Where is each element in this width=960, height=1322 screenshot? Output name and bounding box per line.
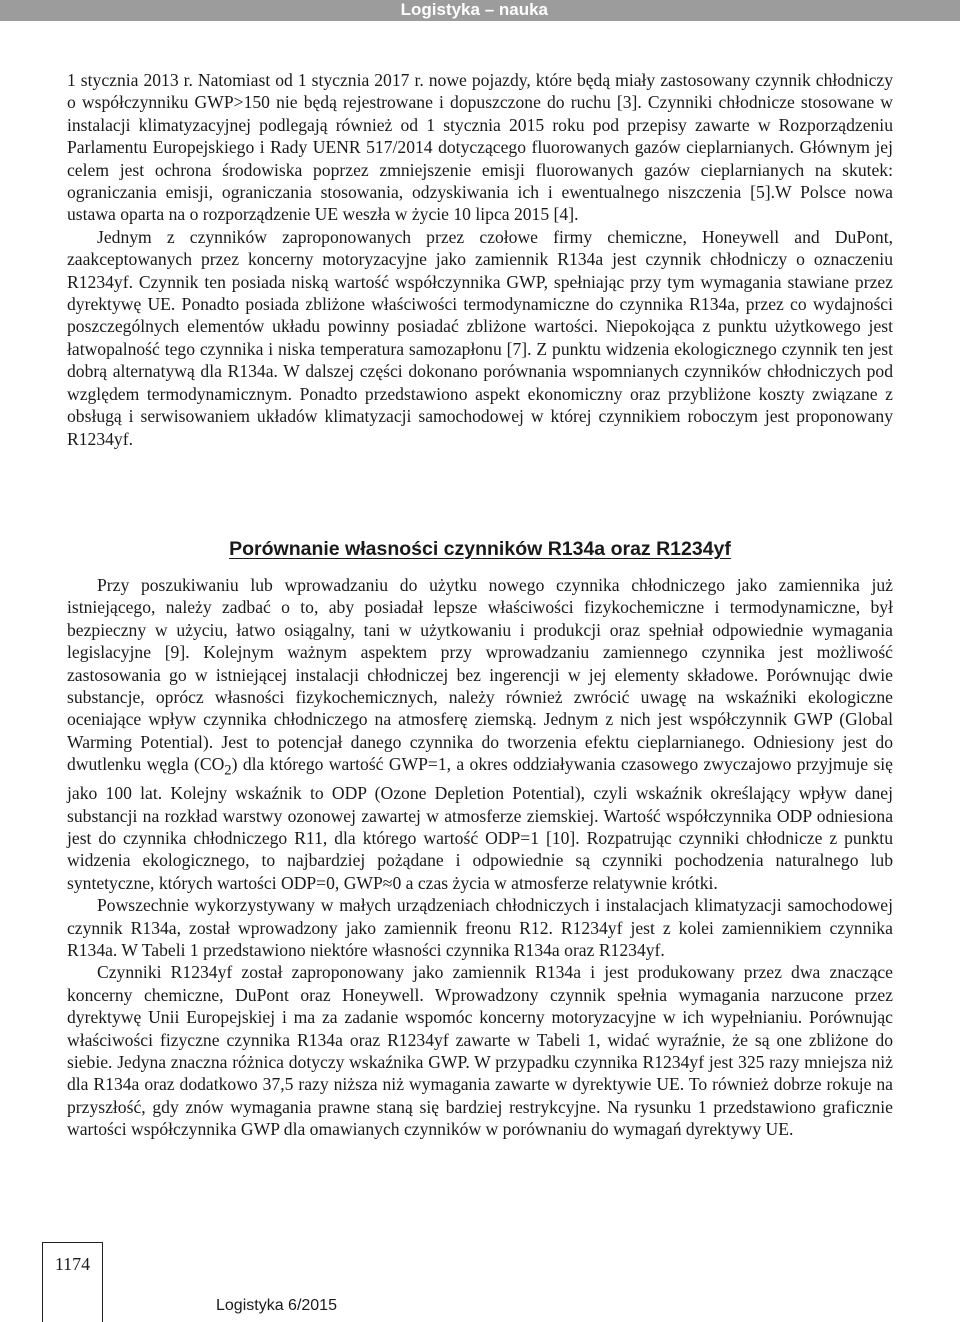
paragraph-text: Przy poszukiwaniu lub wprowadzaniu do użytku nowego czynnika chłodniczego jako zamiennika już istniejącego, należy zadbać o to, aby posiadał lepsze właściwości fizykochemiczne i termodynamiczne, był bezpieczny w użyciu, łatwo osiągalny, tani w użytkowaniu i produkcji oraz spełniał odpowiednie wymagania legislacyjne [9]. Kolejnym ważnym aspektem przy wprowadzaniu zamiennego czynnika jest możliwość zastosowania go w istniejącej instalacji chłodniczej bez ingerencji w jej elementy składowe. Porównując dwie substancje, oprócz własności fizykochemicznych, należy również zwrócić uwagę na wskaźniki ekologiczne oceniające wpływ czynnika chłodniczego na atmosferę ziemską. Jednym z nich jest współczynnik GWP (Global Warming Potential). Jest to potencjał danego czynnika do tworzenia efektu cieplarnianego. Odniesiony jest do dwutlenku węgla (CO — [67, 575, 893, 775]
text-block-bottom — [67, 574, 893, 1141]
paragraph: Jednym z czynników zaproponowanych przez czołowe firmy chemiczne, Honeywell and DuPont, zaakceptowanych przez koncerny motoryzacyjne jako zamiennik R134a jest czynnik chłodniczy o oznaczeniu R1234yf. Czynnik ten posiada niską wartość współczynnika GWP, spełniając przy tym wymagania stawiane przez dyrektywę UE. Ponadto posiada zbliżone właściwości termodynamiczne do czynnika R134a, przez co wydajności poszczególnych elementów układu powinny posiadać zbliżone wartości. Niepokojąca z punktu użytkowego jest łatwopalność tego czynnika i niska temperatura samozapłonu [7]. Z punktu widzenia ekologicznego czynnik ten jest dobrą alternatywą dla R134a. W dalszej części dokonano porównania wspomnianych czynników chłodniczych pod względem termodynamicznym. Ponadto przedstawiono aspekt ekonomiczny oraz przybliżone koszty związane z obsługą i serwisowaniem układów klimatyzacji samochodowej w której czynnikiem roboczym jest proponowany R1234yf. — [67, 226, 893, 449]
paragraph: Czynniki R1234yf został zaproponowany jako zamiennik R134a i jest produkowany przez dwa znaczące koncerny chemiczne, DuPont oraz Honeywell. Wprowadzony czynnik spełnia wymagania narzucone przez dyrektywę Unii Europejskiej i ma za zadanie wspomóc koncerny motoryzacyjne w ich wypełnianiu. Porównując właściwości fizyczne czynnika R134a oraz R1234yf zawarte w Tabeli 1, widać wyraźnie, że są one zbliżone do siebie. Jedyna znaczna różnica dotyczy wskaźnika GWP. W przypadku czynnika R1234yf jest 325 razy mniejsza niż dla R134a oraz dodatkowo 37,5 razy niższa niż wymagania zawarte w dyrektywie UE. To również dobrze rokuje na przyszłość, gdy znów wymagania prawne staną się bardziej restrykcyjne. Na rysunku 1 przedstawiono graficznie wartości współczynnika GWP dla omawianych czynników w porównaniu do wymagań dyrektywy UE. — [67, 962, 893, 1140]
text-block-top — [67, 69, 893, 450]
paragraph: Powszechnie wykorzystywany w małych urządzeniach chłodniczych i instalacjach klimatyzacji samochodowej czynnik R134a, został wprowadzony jako zamiennik freonu R12. R1234yf jest z kolei zamiennikiem czynnika R134a. W Tabeli 1 przedstawiono niektóre własności czynnika R134a oraz R1234yf. — [67, 895, 893, 961]
subscript: 2 — [224, 762, 232, 779]
page-number: 1174 — [54, 1254, 91, 1274]
paragraph-text: ) dla którego wartość GWP=1, a okres oddziaływania czasowego zwyczajowo przyjmuje się jako 100 lat. Kolejny wskaźnik to ODP (Ozone Depletion Potential), czyli wskaźnik określający wpływ danej substancji na rozkład warstwy ozonowej zawartej w atmosferze ziemskiej. Wartość współczynnika ODP odniesiona jest do czynnika chłodniczego R11, dla którego wartość ODP=1 [10]. Rozpatrując czynniki chłodnicze z punktu widzenia ekologicznego, to najbardziej pożądane i odpowiednie są czynniki pochodzenia naturalnego lub syntetyczne, których wartości ODP=0, GWP≈0 a czas życia w atmosferze relatywnie krótki. — [67, 754, 893, 893]
running-header-title: Logistyka – nauka — [400, 0, 548, 19]
paragraph — [67, 574, 893, 894]
header-bar — [0, 0, 960, 21]
page-number-box — [42, 1242, 103, 1322]
footer-journal-label: Logistyka 6/2015 — [216, 1297, 337, 1314]
paragraph: 1 stycznia 2013 r. Natomiast od 1 stycznia 2017 r. nowe pojazdy, które będą miały zastosowany czynnik chłodniczy o współczynniku GWP>150 nie będą rejestrowane i dopuszczone do ruchu [3]. Czynniki chłodnicze stosowane w instalacji klimatyzacyjnej podlegają również od 1 stycznia 2015 roku pod przepisy zawarte w Rozporządzeniu Parlamentu Europejskiego i Rady UENR 517/2014 dotyczącego fluorowanych gazów cieplarnianych. Głównym jej celem jest ochrona środowiska poprzez zmniejszenie emisji fluorowanych gazów cieplarnianych na skutek: ograniczania emisji, ograniczania stosowania, odzyskiwania ich i ewentualnego niszczenia [5].W Polsce nowa ustawa oparta na o rozporządzenie UE weszła w życie 10 lipca 2015 [4]. — [67, 70, 893, 225]
section-heading: Porównanie własności czynników R134a oraz R1234yf — [229, 538, 731, 560]
